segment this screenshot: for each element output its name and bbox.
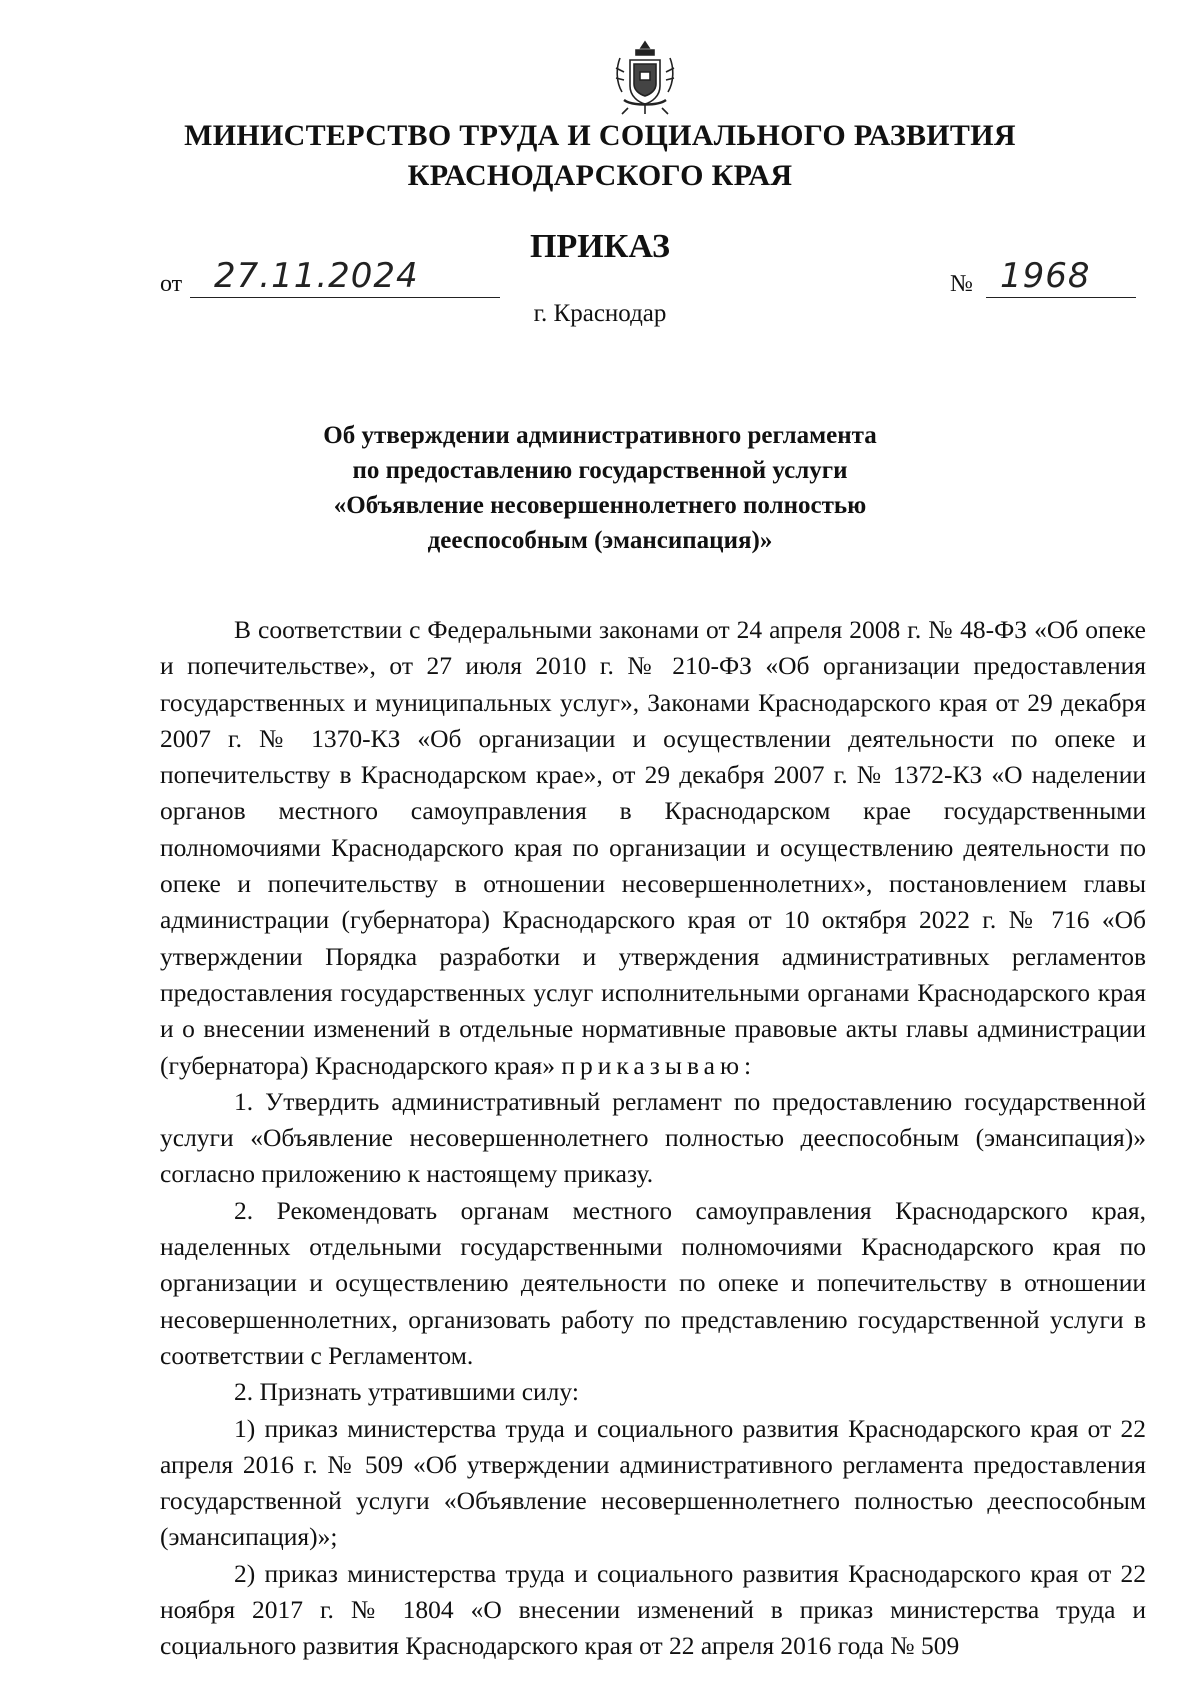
order-number-field <box>950 256 1136 302</box>
date-label: от <box>160 271 183 297</box>
document-type-title: ПРИКАЗ <box>530 228 670 265</box>
order-date-field <box>160 256 500 302</box>
subject-line: Об утверждении административного регламента <box>323 422 877 449</box>
number-label: № <box>950 271 973 297</box>
subitem-paragraph: 2) приказ министерства труда и социального развития Краснодарского края от 22 ноября 2017 г. № 1804 «О внесении изменений в приказ министерства труда и социального развития Краснодарского края от 22 апреля 2016 года № 509 <box>160 1558 1146 1661</box>
preamble-paragraph <box>160 612 1146 1084</box>
handwritten-date: 27.11.2024 <box>214 256 419 296</box>
ministry-name-line1: МИНИСТЕРСТВО ТРУДА И СОЦИАЛЬНОГО РАЗВИТИЯ <box>184 119 1016 152</box>
ministry-name-line2: КРАСНОДАРСКОГО КРАЯ <box>407 159 793 192</box>
item-paragraph: 2. Признать утратившими силу: <box>234 1377 579 1407</box>
krasnodar-coat-of-arms-icon <box>610 38 680 118</box>
subject-line: по предоставлению государственной услуги <box>352 457 848 484</box>
city-line: г. Краснодар <box>533 300 667 327</box>
item-paragraph: 1. Утвердить административный регламент по предоставлению государственной услуги «Объявление несовершеннолетнего полностью дееспособным (эмансипация)» согласно приложению к настоящему приказу. <box>160 1086 1146 1189</box>
preamble-text: В соответствии с Федеральными законами от 24 апреля 2008 г. № 48-ФЗ «Об опеке и попечительстве», от 27 июля 2010 г. № 210-ФЗ «Об организации предоставления государственных и муниципальных услуг», Законами Краснодарского края от 29 декабря 2007 г. № 1370-КЗ «Об организации и осуществлении деятельности по опеке и попечительству в Краснодарском крае», от 29 декабря 2007 г. № 1372-КЗ «О наделении органов местного самоуправления в Краснодарском крае государственными полномочиями Краснодарского края по организации и осуществлению деятельности по опеке и попечительству в отношении несовершеннолетних», постановлением главы администрации (губернатора) Краснодарского края от 10 октября 2022 г. № 716 «Об утверждении Порядка разработки и утверждения административных регламентов предоставления государственных услуг исполнительными органами Краснодарского края и о внесении изменений в отдельные нормативные правовые акты главы администрации (губернатора) Краснодарского края» <box>160 615 1146 1080</box>
item-paragraph: 2. Рекомендовать органам местного самоуправления Краснодарского края, наделенных отдельными государственными полномочиями Краснодарского края по организации и осуществлению деятельности по опеке и попечительству в отношении несовершеннолетних, организовать работу по представлению государственной услуги в соответствии с Регламентом. <box>160 1195 1146 1370</box>
order-subject <box>300 418 900 558</box>
order-word: приказываю: <box>561 1050 757 1080</box>
subject-line: «Объявление несовершеннолетнего полностью <box>333 492 867 519</box>
subitem-paragraph: 1) приказ министерства труда и социального развития Краснодарского края от 22 апреля 2016 г. № 509 «Об утверждении административного регламента предоставления государственной услуги «Объявление несовершеннолетнего полностью дееспособным (эмансипация)»; <box>160 1413 1146 1552</box>
handwritten-number: 1968 <box>1000 256 1091 296</box>
subject-line: дееспособным (эмансипация)» <box>427 527 773 554</box>
order-body <box>160 612 1146 1665</box>
